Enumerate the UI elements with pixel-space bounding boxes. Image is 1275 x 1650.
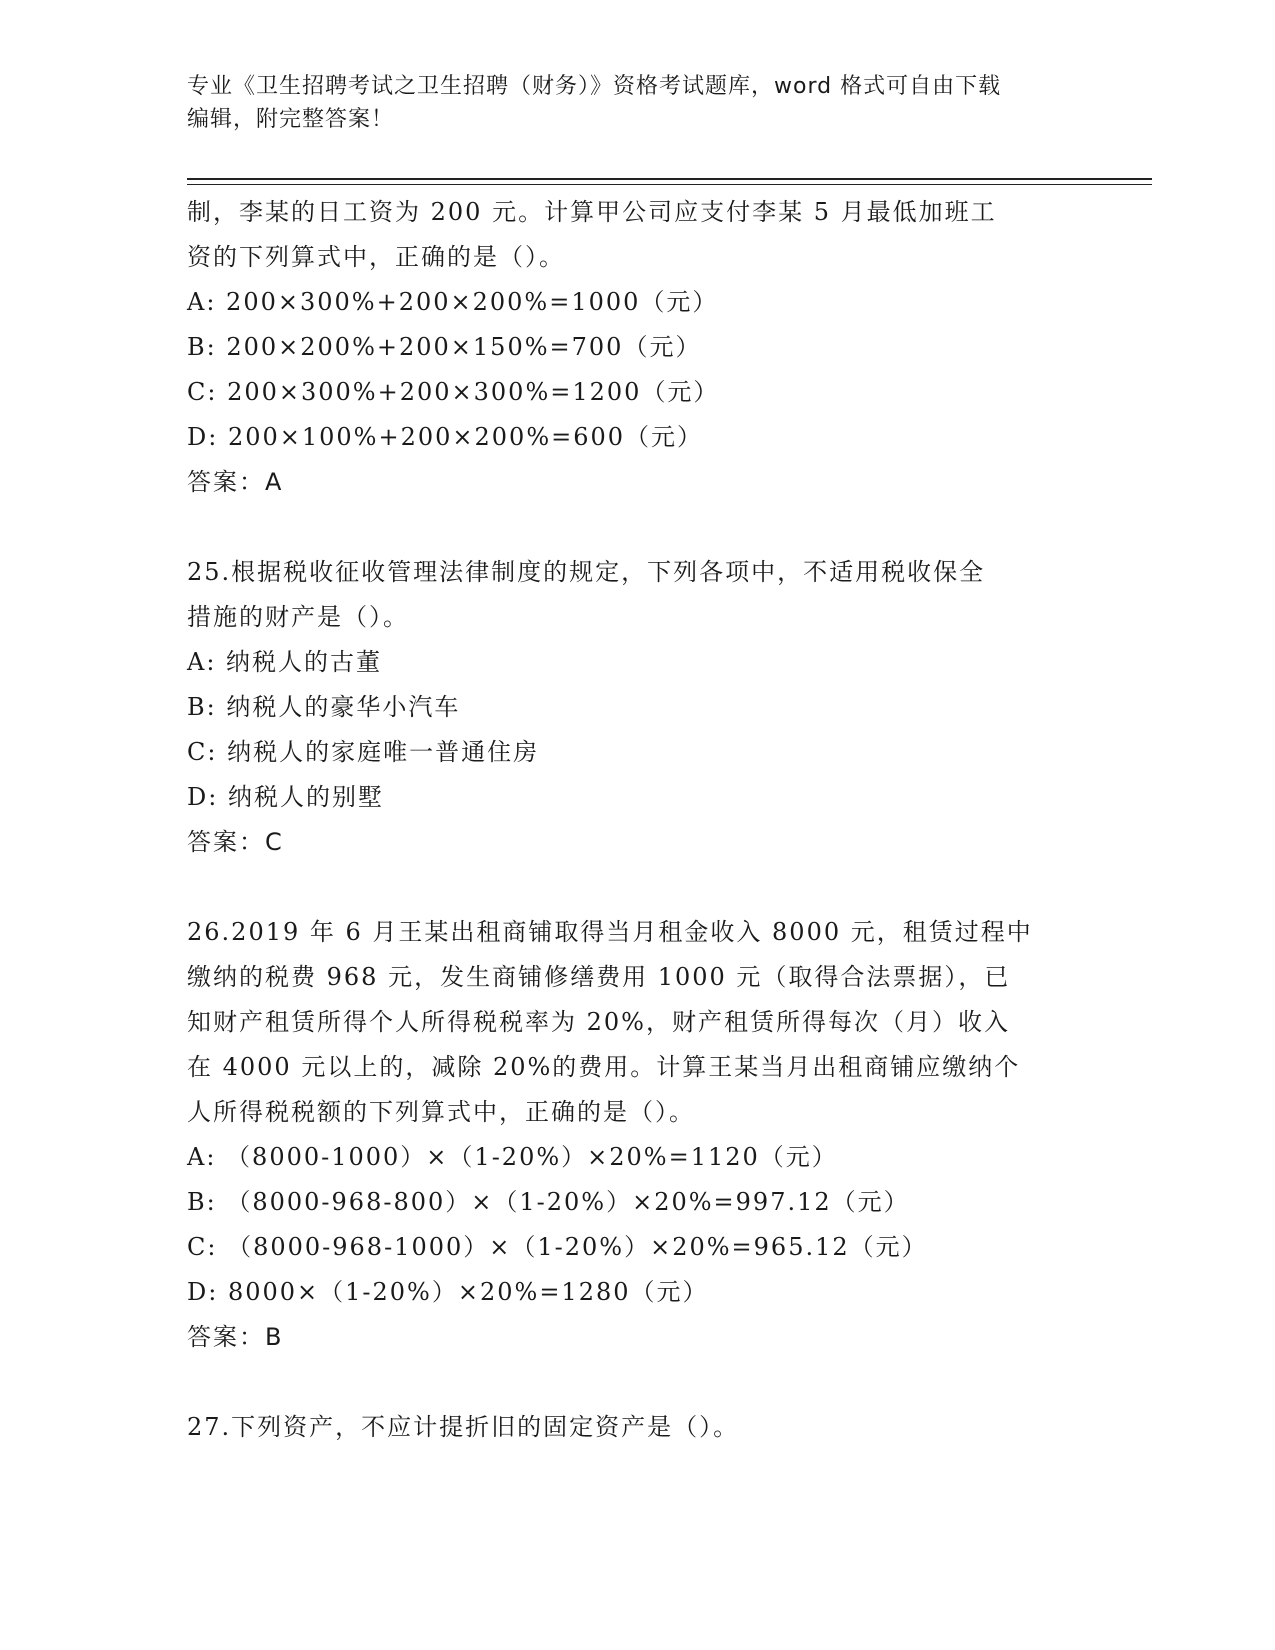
- option-c: C: 纳税人的家庭唯一普通住房: [187, 738, 540, 766]
- answer-label: 答案：A: [187, 468, 284, 496]
- option-c: C: 200×300%+200×300%=1200（元）: [187, 378, 720, 406]
- question-text-line: 人所得税税额的下列算式中，正确的是（）。: [187, 1098, 695, 1126]
- option-a: A: 200×300%+200×200%=1000（元）: [187, 288, 719, 316]
- question-text-line: 制，李某的日工资为 200 元。计算甲公司应支付李某 5 月最低加班工: [187, 198, 997, 226]
- question-text-line: 资的下列算式中，正确的是（）。: [187, 243, 565, 271]
- option-b: B: （8000-968-800）×（1-20%）×20%=997.12（元）: [187, 1188, 910, 1216]
- document-header: [187, 70, 1087, 136]
- option-c: C: （8000-968-1000）×（1-20%）×20%=965.12（元）: [187, 1233, 928, 1261]
- answer-label: 答案：B: [187, 1323, 284, 1351]
- question-text-line: 缴纳的税费 968 元，发生商铺修缮费用 1000 元（取得合法票据），已: [187, 963, 1011, 991]
- option-a: A: 纳税人的古董: [187, 648, 383, 676]
- question-content: [187, 190, 1087, 1450]
- header-line-1: 专业《卫生招聘考试之卫生招聘（财务）》资格考试题库，word 格式可自由下载: [187, 74, 1002, 99]
- option-a: A: （8000-1000）×（1-20%）×20%=1120（元）: [187, 1143, 838, 1171]
- option-b: B: 纳税人的豪华小汽车: [187, 693, 461, 721]
- question-text-line: 在 4000 元以上的，减除 20%的费用。计算王某当月出租商铺应缴纳个: [187, 1053, 1021, 1081]
- question-25: [187, 550, 1087, 865]
- question-text-line: 26.2019 年 6 月王某出租商铺取得当月租金收入 8000 元，租赁过程中: [187, 918, 1033, 946]
- option-b: B: 200×200%+200×150%=700（元）: [187, 333, 702, 361]
- header-line-2: 编辑，附完整答案！: [187, 107, 395, 132]
- question-text-line: 27.下列资产，不应计提折旧的固定资产是（）。: [187, 1413, 740, 1441]
- answer-label: 答案：C: [187, 828, 284, 856]
- header-rule-thin: [187, 184, 1152, 185]
- question-24: [187, 190, 1087, 505]
- question-text-line: 措施的财产是（）。: [187, 603, 409, 631]
- option-d: D: 纳税人的别墅: [187, 783, 384, 811]
- header-rule-thick: [187, 178, 1152, 180]
- question-27: [187, 1405, 1087, 1450]
- option-d: D: 8000×（1-20%）×20%=1280（元）: [187, 1278, 709, 1306]
- question-text-line: 25.根据税收征收管理法律制度的规定，下列各项中，不适用税收保全: [187, 558, 986, 586]
- question-text-line: 知财产租赁所得个人所得税税率为 20%，财产租赁所得每次（月）收入: [187, 1008, 1010, 1036]
- question-26: [187, 910, 1087, 1360]
- option-d: D: 200×100%+200×200%=600（元）: [187, 423, 704, 451]
